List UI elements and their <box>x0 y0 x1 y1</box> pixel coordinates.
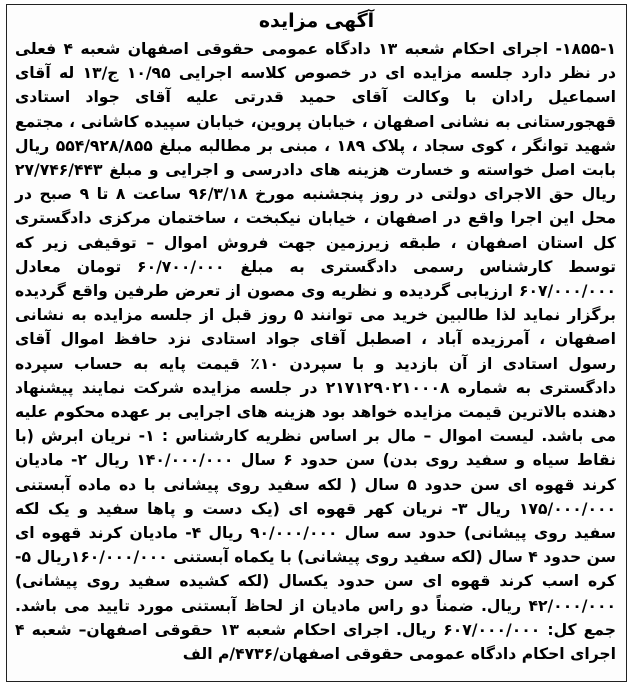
auction-notice <box>6 4 627 682</box>
notice-title: آگهی مزایده <box>258 10 375 32</box>
notice-body: ۱۸۵۵-۱- اجرای احکام شعبه ۱۳ دادگاه عمومی حقوقی اصفهان شعبه ۴ فعلی در نظر دارد جلسه مزایده ای در خصوص کلاسه اجرایی ۱۰/۹۵ ج/۱۳ له آقای اسماعیل رادان با وکالت آقای حمید قدرتی علیه آقای جواد استادی قهجورستانی به نشانی اصفهان ، خیابان پروین، خیابان سپیده کاشانی ، مجتمع شهید توانگر ، کوی سجاد ، پلاک ۱۸۹ ، مبنی بر مطالبه مبلغ ۵۵۴/۹۲۸/۸۵۵ ریال بابت اصل خواسته و خسارت هزینه های دادرسی و اجرایی و مبلغ ۲۷/۷۴۶/۴۴۳ ریال حق الاجرای دولتی در روز پنجشنبه مورخ ۹۶/۳/۱۸ ساعت ۸ تا ۹ صبح در محل این اجرا واقع در اصفهان ، خیابان نیکبخت ، ساختمان مرکزی دادگستری کل استان اصفهان ، طبقه زیرزمین جهت فروش اموال – توقیفی زیر که توسط کارشناس رسمی دادگستری به مبلغ ۶۰/۷۰۰/۰۰۰ تومان معادل ۶۰۷/۰۰۰/۰۰۰ ارزیابی گردیده و نظریه وی مصون از تعرض طرفین واقع گردیده برگزار نماید لذا طالبین خرید می توانند ۵ روز قبل از جلسه مزایده به نشانی اصفهان ، آمرزیده آباد ، اصطبل آقای جواد استادی نزد حافظ اموال آقای رسول استادی از آن بازدید و با سپردن ۱۰٪ قیمت پایه به حساب سپرده دادگستری به شماره ۲۱۷۱۲۹۰۲۱۰۰۰۸ در جلسه مزایده شرکت نمایند پیشنهاد دهنده بالاترین قیمت مزایده خواهد بود هزینه های اجرایی بر عهده محکوم علیه می باشد. لیست اموال – مال بر اساس نظریه کارشناس : ۱- نریان ابرش (با نقاط سیاه و سفید روی بدن) سن حدود ۶ سال ۱۴۰/۰۰۰/۰۰۰ ریال ۲- مادیان کرند قهوه ای سن حدود ۵ سال ( لکه سفید روی پیشانی با ده ماده آبستنی ۱۷۵/۰۰۰/۰۰۰ ریال ۳- نریان کهر قهوه ای (یک دست و پاها سفید و یک لکه سفید روی پیشانی) حدود سه سال ۹۰/۰۰۰/۰۰۰ ریال ۴- مادیان کرند قهوه ای سن حدود ۴ سال (لکه سفید روی پیشانی) با یکماه آبستنی ۱۶۰/۰۰۰/۰۰۰ریال ۵- کره اسب کرند قهوه ای سن حدود یکسال (لکه کشیده سفید روی پیشانی) ۴۲/۰۰۰/۰۰۰ ریال. ضمناً دو راس مادیان از لحاظ آبستنی مورد تایید می باشد. جمع کل: ۶۰۷/۰۰۰/۰۰۰ ریال. اجرای احکام شعبه ۱۳ حقوقی اصفهان– شعبه ۴ اجرای احکام دادگاه عمومی حقوقی اصفهان/۴۷۳۶/م الف <box>15 40 617 664</box>
